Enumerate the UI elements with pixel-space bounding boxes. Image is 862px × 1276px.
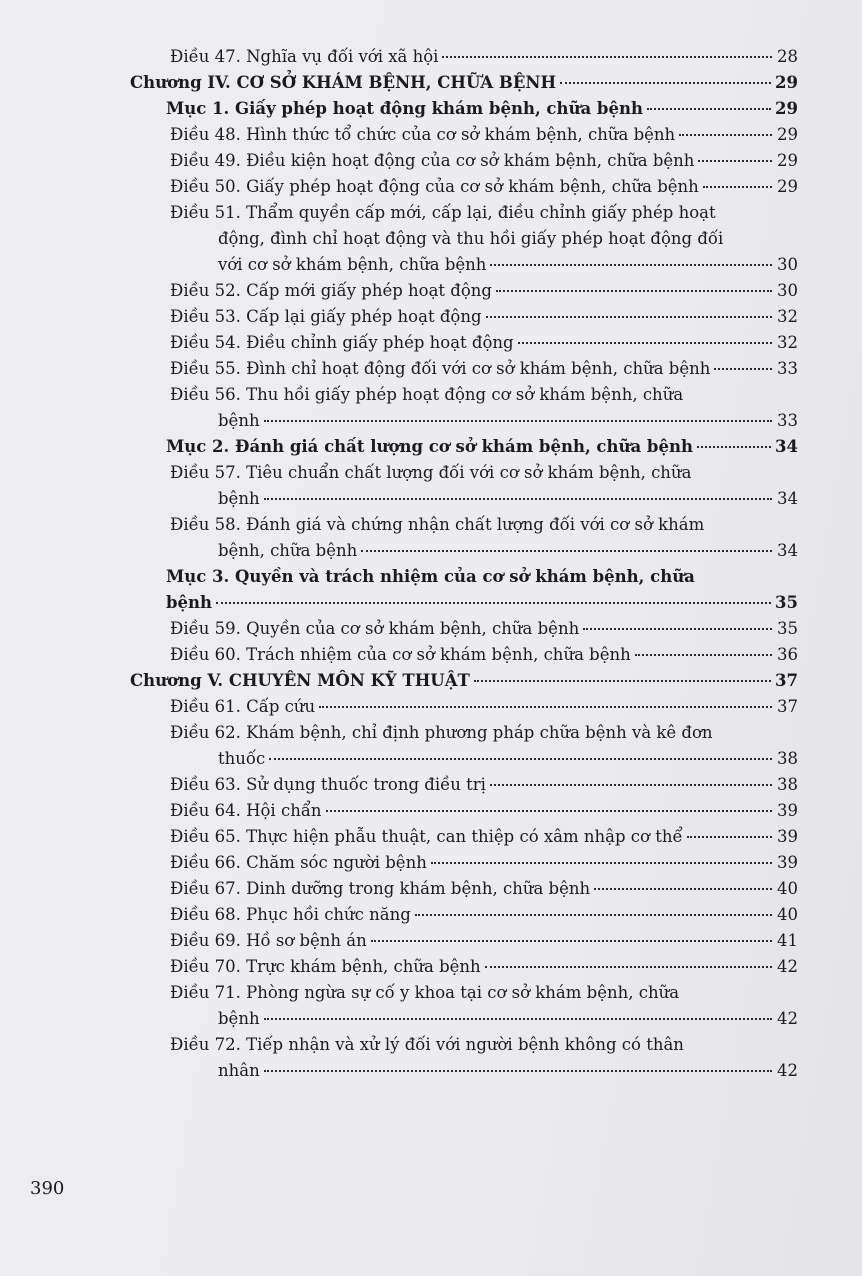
dot-leader — [583, 628, 772, 630]
toc-article — [130, 148, 798, 174]
toc-page-number: 34 — [777, 541, 798, 560]
toc-article — [130, 382, 798, 434]
toc-article — [130, 460, 798, 512]
toc-label: bệnh — [166, 593, 213, 612]
toc-page-number: 34 — [775, 437, 798, 456]
dot-leader — [326, 810, 772, 812]
toc-label: Điều 48. Hình thức tổ chức của cơ sở khám bệnh, chữa bệnh — [170, 125, 676, 144]
toc-article — [130, 616, 798, 642]
toc-label: bệnh — [218, 1009, 260, 1028]
toc-page-number: 34 — [777, 489, 798, 508]
dot-leader — [485, 966, 772, 968]
toc-article — [130, 720, 798, 772]
toc-article — [130, 304, 798, 330]
toc-page-number: 35 — [775, 593, 798, 612]
toc-article — [130, 980, 798, 1032]
toc-line: động, đình chỉ hoạt động và thu hồi giấy phép hoạt động đối — [218, 229, 724, 248]
toc-page-number: 29 — [777, 151, 798, 170]
dot-leader — [490, 264, 772, 266]
page-number: 390 — [30, 1178, 65, 1199]
dot-leader — [442, 56, 772, 58]
toc-article — [130, 278, 798, 304]
toc-page-number: 29 — [775, 99, 798, 118]
table-of-contents — [130, 44, 798, 1084]
dot-leader — [486, 316, 772, 318]
toc-article — [130, 1032, 798, 1084]
toc-article — [130, 512, 798, 564]
toc-page-number: 38 — [777, 775, 798, 794]
toc-line: Điều 62. Khám bệnh, chỉ định phương pháp chữa bệnh và kê đơn — [170, 723, 713, 742]
dot-leader — [269, 758, 772, 760]
toc-line: Mục 3. Quyền và trách nhiệm của cơ sở khám bệnh, chữa — [166, 567, 695, 586]
toc-article — [130, 174, 798, 200]
toc-label: Điều 60. Trách nhiệm của cơ sở khám bệnh, chữa bệnh — [170, 645, 631, 664]
toc-article — [130, 44, 798, 70]
toc-label: Điều 49. Điều kiện hoạt động của cơ sở khám bệnh, chữa bệnh — [170, 151, 695, 170]
toc-label: Điều 59. Quyền của cơ sở khám bệnh, chữa bệnh — [170, 619, 580, 638]
toc-label: Mục 1. Giấy phép hoạt động khám bệnh, chữa bệnh — [166, 99, 643, 118]
toc-label: Điều 63. Sử dụng thuốc trong điều trị — [170, 775, 486, 794]
toc-article — [130, 642, 798, 668]
dot-leader — [635, 654, 772, 656]
toc-label: Chương V. CHUYÊN MÔN KỸ THUẬT — [130, 671, 470, 690]
toc-line: Điều 56. Thu hồi giấy phép hoạt động cơ sở khám bệnh, chữa — [170, 385, 684, 404]
toc-label: Điều 54. Điều chỉnh giấy phép hoạt động — [170, 333, 514, 352]
toc-page-number: 30 — [777, 281, 798, 300]
toc-article — [130, 694, 798, 720]
toc-label: Điều 61. Cấp cứu — [170, 697, 316, 716]
toc-page-number: 37 — [775, 671, 798, 690]
toc-article — [130, 200, 798, 278]
toc-page-number: 30 — [777, 255, 798, 274]
toc-page-number: 41 — [777, 931, 798, 950]
toc-article — [130, 850, 798, 876]
toc-page-number: 32 — [777, 333, 798, 352]
dot-leader — [431, 862, 772, 864]
dot-leader — [264, 420, 772, 422]
toc-article — [130, 122, 798, 148]
dot-leader — [560, 82, 771, 84]
toc-page-number: 42 — [777, 957, 798, 976]
toc-chapter — [130, 70, 798, 96]
toc-page-number: 40 — [777, 905, 798, 924]
dot-leader — [361, 550, 772, 552]
dot-leader — [264, 1018, 772, 1020]
toc-page-number: 35 — [777, 619, 798, 638]
toc-section — [130, 96, 798, 122]
toc-label: Điều 66. Chăm sóc người bệnh — [170, 853, 427, 872]
dot-leader — [698, 160, 772, 162]
dot-leader — [264, 1070, 772, 1072]
toc-label: Điều 69. Hồ sơ bệnh án — [170, 931, 367, 950]
toc-page-number: 32 — [777, 307, 798, 326]
dot-leader — [703, 186, 772, 188]
toc-page-number: 39 — [777, 827, 798, 846]
toc-page-number: 39 — [777, 853, 798, 872]
toc-page-number: 39 — [777, 801, 798, 820]
toc-label: thuốc — [218, 749, 266, 768]
toc-article — [130, 772, 798, 798]
toc-label: Điều 52. Cấp mới giấy phép hoạt động — [170, 281, 492, 300]
toc-page-number: 36 — [777, 645, 798, 664]
toc-section — [130, 564, 798, 616]
toc-label: Điều 70. Trực khám bệnh, chữa bệnh — [170, 957, 481, 976]
toc-article — [130, 356, 798, 382]
dot-leader — [264, 498, 772, 500]
toc-label: bệnh — [218, 489, 260, 508]
dot-leader — [415, 914, 772, 916]
toc-line: Điều 51. Thẩm quyền cấp mới, cấp lại, điều chỉnh giấy phép hoạt — [170, 203, 716, 222]
toc-page-number: 40 — [777, 879, 798, 898]
toc-line: Điều 58. Đánh giá và chứng nhận chất lượng đối với cơ sở khám — [170, 515, 705, 534]
toc-label: Điều 55. Đình chỉ hoạt động đối với cơ sở khám bệnh, chữa bệnh — [170, 359, 711, 378]
toc-section — [130, 434, 798, 460]
toc-label: với cơ sở khám bệnh, chữa bệnh — [218, 255, 487, 274]
toc-label: bệnh — [218, 411, 260, 430]
toc-article — [130, 902, 798, 928]
toc-label: Điều 50. Giấy phép hoạt động của cơ sở khám bệnh, chữa bệnh — [170, 177, 699, 196]
dot-leader — [216, 602, 771, 604]
toc-line: Điều 72. Tiếp nhận và xử lý đối với người bệnh không có thân — [170, 1035, 684, 1054]
dot-leader — [594, 888, 772, 890]
dot-leader — [647, 108, 771, 110]
toc-line: Điều 57. Tiêu chuẩn chất lượng đối với cơ sở khám bệnh, chữa — [170, 463, 692, 482]
toc-page-number: 28 — [777, 47, 798, 66]
toc-chapter — [130, 668, 798, 694]
dot-leader — [490, 784, 772, 786]
toc-label: Chương IV. CƠ SỞ KHÁM BỆNH, CHỮA BỆNH — [130, 73, 557, 92]
toc-label: Điều 53. Cấp lại giấy phép hoạt động — [170, 307, 482, 326]
toc-label: Mục 2. Đánh giá chất lượng cơ sở khám bệnh, chữa bệnh — [166, 437, 693, 456]
dot-leader — [518, 342, 772, 344]
toc-label: Điều 64. Hội chẩn — [170, 801, 322, 820]
toc-page-number: 42 — [777, 1061, 798, 1080]
toc-label: nhân — [218, 1061, 260, 1080]
toc-page-number: 38 — [777, 749, 798, 768]
toc-line: Điều 71. Phòng ngừa sự cố y khoa tại cơ sở khám bệnh, chữa — [170, 983, 680, 1002]
toc-article — [130, 954, 798, 980]
toc-page-number: 42 — [777, 1009, 798, 1028]
dot-leader — [371, 940, 772, 942]
toc-label: Điều 65. Thực hiện phẫu thuật, can thiệp có xâm nhập cơ thể — [170, 827, 683, 846]
dot-leader — [697, 446, 771, 448]
dot-leader — [687, 836, 772, 838]
toc-page-number: 29 — [777, 125, 798, 144]
dot-leader — [319, 706, 772, 708]
toc-page-number: 37 — [777, 697, 798, 716]
toc-article — [130, 330, 798, 356]
toc-label: Điều 47. Nghĩa vụ đối với xã hội — [170, 47, 439, 66]
toc-page-number: 29 — [777, 177, 798, 196]
toc-page-number: 33 — [777, 359, 798, 378]
toc-article — [130, 798, 798, 824]
toc-label: Điều 68. Phục hồi chức năng — [170, 905, 411, 924]
toc-article — [130, 928, 798, 954]
toc-page-number: 29 — [775, 73, 798, 92]
toc-article — [130, 876, 798, 902]
toc-label: Điều 67. Dinh dưỡng trong khám bệnh, chữa bệnh — [170, 879, 591, 898]
dot-leader — [496, 290, 772, 292]
dot-leader — [474, 680, 771, 682]
dot-leader — [679, 134, 772, 136]
toc-label: bệnh, chữa bệnh — [218, 541, 358, 560]
toc-article — [130, 824, 798, 850]
dot-leader — [714, 368, 772, 370]
toc-page-number: 33 — [777, 411, 798, 430]
